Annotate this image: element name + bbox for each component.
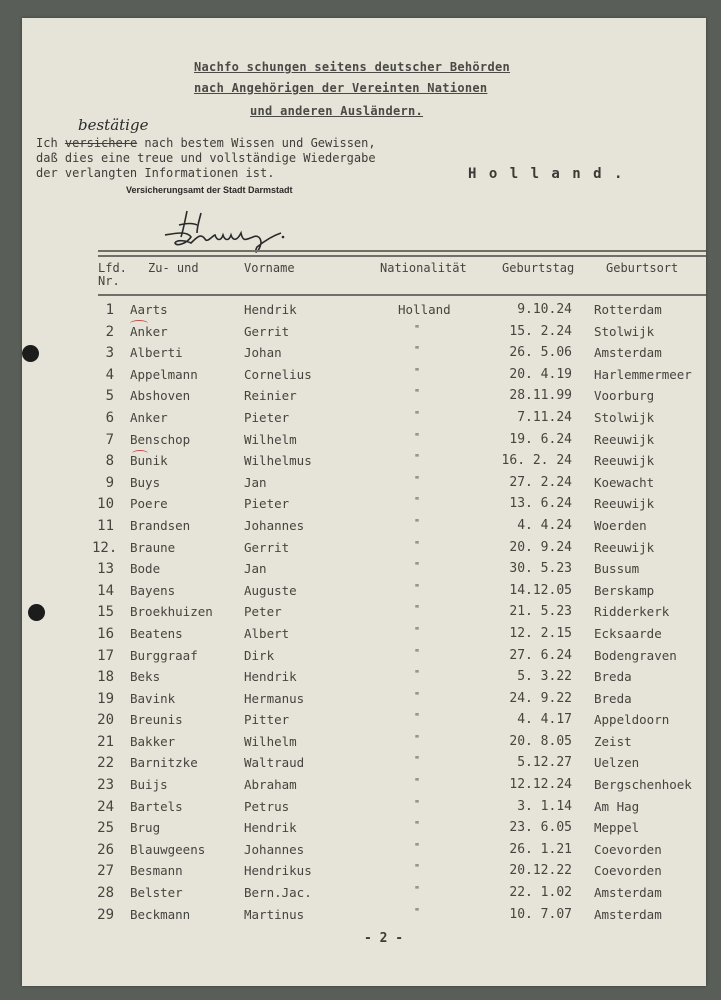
row-number: 22 — [97, 755, 114, 772]
row-surname: Breunis — [130, 712, 183, 728]
row-firstname: Johannes — [244, 841, 305, 857]
declaration-line-1-rest: nach bestem Wissen und Gewissen, — [144, 136, 376, 150]
table-top-rule — [98, 250, 706, 252]
row-birthdate: 26. 1.21 — [509, 841, 572, 857]
row-firstname: Wilhelm — [244, 431, 297, 447]
row-birthdate: 20. 9.24 — [509, 539, 572, 555]
row-firstname: Dirk — [244, 647, 275, 663]
table-row — [22, 432, 706, 454]
row-firstname: Johannes — [244, 517, 305, 533]
table-row — [22, 734, 706, 756]
row-birthdate: 5. 3.22 — [517, 669, 572, 685]
row-surname: Brug — [130, 820, 161, 836]
row-surname: Buijs — [130, 777, 168, 793]
col-header-birthdate: Geburtstag — [502, 261, 575, 275]
row-birthdate: 15. 2.24 — [509, 323, 572, 339]
row-birthdate: 7.11.24 — [517, 409, 572, 425]
row-nationality: " — [414, 561, 421, 573]
row-nationality: " — [414, 841, 421, 853]
row-birthplace: Rotterdam — [594, 302, 662, 317]
row-nationality: " — [414, 366, 421, 378]
declaration-line-1 — [36, 136, 376, 150]
row-nationality: " — [414, 712, 421, 724]
row-firstname: Hendrik — [244, 302, 297, 317]
row-birthplace: Reeuwijk — [594, 431, 655, 447]
row-birthplace: Reeuwijk — [594, 539, 655, 555]
row-surname: Blauwgeens — [130, 841, 206, 857]
row-firstname: Gerrit — [244, 539, 290, 555]
table-row — [22, 669, 706, 691]
row-number: 3 — [105, 345, 114, 362]
handwritten-correction: bestätige — [78, 116, 149, 134]
row-nationality: " — [414, 777, 421, 789]
row-firstname: Auguste — [244, 582, 297, 598]
row-birthdate: 19. 6.24 — [509, 431, 572, 447]
row-number: 18 — [97, 669, 114, 686]
row-nationality: " — [414, 669, 421, 681]
row-number: 23 — [97, 777, 114, 794]
declaration-ich: Ich — [36, 136, 58, 150]
row-firstname: Hermanus — [244, 690, 305, 706]
declaration-line-2: daß dies eine treue und vollständige Wiedergabe — [36, 151, 376, 165]
col-header-birthplace: Geburtsort — [606, 261, 679, 275]
table-row — [22, 907, 706, 929]
row-nationality: " — [414, 798, 421, 810]
row-firstname: Hendrikus — [244, 863, 312, 879]
red-underline-mark — [130, 320, 148, 327]
row-number: 26 — [97, 841, 114, 858]
row-surname: Bayens — [130, 582, 176, 598]
row-birthplace: Stolwijk — [594, 409, 655, 425]
red-underline-mark-2 — [132, 450, 148, 457]
row-firstname: Bern.Jac. — [244, 885, 312, 901]
row-firstname: Martinus — [244, 906, 305, 922]
row-firstname: Jan — [244, 474, 267, 490]
row-number: 19 — [97, 690, 114, 707]
table-row — [22, 345, 706, 367]
row-surname: Alberti — [130, 345, 183, 361]
row-birthdate: 23. 6.05 — [509, 820, 572, 836]
row-birthdate: 5.12.27 — [517, 755, 572, 771]
row-birthdate: 24. 9.22 — [509, 690, 572, 706]
col-header-first: Vorname — [244, 261, 295, 275]
row-surname: Bunik — [130, 453, 168, 469]
row-birthdate: 13. 6.24 — [509, 496, 572, 512]
row-birthplace: Ridderkerk — [594, 604, 670, 620]
row-firstname: Wilhelm — [244, 733, 297, 749]
row-nationality: " — [414, 647, 421, 659]
row-birthplace: Harlemmermeer — [594, 366, 692, 382]
row-birthdate: 20. 8.05 — [509, 733, 572, 749]
row-number: 14 — [97, 582, 114, 599]
row-birthplace: Zeist — [594, 733, 632, 749]
declaration-struck-word: versichere — [64, 136, 138, 150]
row-nationality: " — [414, 409, 421, 421]
row-birthplace: Reeuwijk — [594, 496, 655, 512]
row-nationality: " — [414, 345, 421, 357]
row-number: 2 — [105, 323, 114, 340]
table-row — [22, 777, 706, 799]
row-birthdate: 28.11.99 — [509, 388, 572, 404]
row-number: 20 — [97, 712, 114, 729]
row-birthplace: Woerden — [594, 517, 647, 533]
row-birthplace: Berskamp — [594, 582, 655, 598]
row-number: 4 — [105, 366, 114, 383]
row-birthdate: 30. 5.23 — [509, 561, 572, 577]
row-number: 9 — [105, 474, 114, 491]
row-birthdate: 22. 1.02 — [509, 885, 572, 901]
row-nationality: " — [414, 496, 421, 508]
row-firstname: Gerrit — [244, 323, 290, 339]
row-number: 29 — [97, 906, 114, 923]
table-row — [22, 863, 706, 885]
row-birthdate: 16. 2. 24 — [501, 453, 572, 469]
table-row — [22, 302, 706, 324]
row-birthplace: Coevorden — [594, 841, 662, 857]
row-firstname: Johan — [244, 345, 282, 361]
row-firstname: Reinier — [244, 388, 297, 404]
table-row — [22, 712, 706, 734]
row-surname: Appelmann — [130, 366, 198, 382]
row-number: 10 — [97, 496, 114, 513]
row-surname: Belster — [130, 885, 183, 901]
row-surname: Aarts — [130, 302, 168, 317]
row-birthplace: Breda — [594, 690, 632, 706]
row-number: 5 — [105, 388, 114, 405]
row-firstname: Cornelius — [244, 366, 312, 382]
row-surname: Bode — [130, 561, 161, 577]
row-firstname: Pitter — [244, 712, 290, 728]
table-row — [22, 604, 706, 626]
row-surname: Abshoven — [130, 388, 191, 404]
table-row — [22, 820, 706, 842]
row-firstname: Albert — [244, 625, 290, 641]
row-birthdate: 12. 2.15 — [509, 625, 572, 641]
row-birthplace: Amsterdam — [594, 885, 662, 901]
row-birthplace: Bussum — [594, 561, 640, 577]
row-number: 6 — [105, 409, 114, 426]
table-row — [22, 453, 706, 475]
row-number: 28 — [97, 885, 114, 902]
row-number: 17 — [97, 647, 114, 664]
row-nationality: " — [414, 453, 421, 465]
row-surname: Broekhuizen — [130, 604, 213, 620]
row-nationality: " — [414, 604, 421, 616]
row-birthdate: 21. 5.23 — [509, 604, 572, 620]
table-body — [22, 302, 706, 928]
row-birthdate: 27. 6.24 — [509, 647, 572, 663]
row-birthplace: Voorburg — [594, 388, 655, 404]
table-row — [22, 755, 706, 777]
title-line-1: Nachfo schungen seitens deutscher Behörden — [194, 60, 511, 74]
row-birthdate: 3. 1.14 — [517, 798, 572, 814]
row-number: 7 — [105, 431, 114, 448]
table-row — [22, 496, 706, 518]
row-firstname: Petrus — [244, 798, 290, 814]
page-number: - 2 - — [364, 931, 404, 946]
row-birthdate: 27. 2.24 — [509, 474, 572, 490]
row-birthdate: 20.12.22 — [509, 863, 572, 879]
row-surname: Besmann — [130, 863, 183, 879]
row-birthplace: Bodengraven — [594, 647, 677, 663]
table-row — [22, 475, 706, 497]
row-birthplace: Breda — [594, 669, 632, 685]
declaration-line-3: der verlangten Informationen ist. — [36, 166, 275, 180]
row-birthplace: Am Hag — [594, 798, 640, 814]
row-firstname: Abraham — [244, 777, 297, 793]
office-stamp: Versicherungsamt der Stadt Darmstadt — [126, 185, 293, 195]
row-nationality: " — [414, 863, 421, 875]
table-top-rule-2 — [98, 255, 706, 257]
row-number: 13 — [97, 561, 114, 578]
row-nationality: " — [414, 820, 421, 832]
row-number: 1 — [105, 302, 114, 318]
table-row — [22, 626, 706, 648]
row-surname: Poere — [130, 496, 168, 512]
row-firstname: Hendrik — [244, 820, 297, 836]
row-birthdate: 4. 4.24 — [517, 517, 572, 533]
col-header-name: Zu- und — [148, 261, 199, 275]
row-number: 16 — [97, 625, 114, 642]
row-firstname: Pieter — [244, 496, 290, 512]
row-number: 8 — [105, 453, 114, 470]
row-surname: Brandsen — [130, 517, 191, 533]
title-line-2: nach Angehörigen der Vereinten Nationen — [194, 81, 488, 95]
row-birthdate: 10. 7.07 — [509, 906, 572, 922]
col-header-nr: Lfd. — [98, 261, 127, 275]
row-number: 25 — [97, 820, 114, 837]
row-birthplace: Koewacht — [594, 474, 655, 490]
row-number: 12. — [92, 539, 118, 556]
row-birthdate: 20. 4.19 — [509, 366, 572, 382]
row-birthdate: 26. 5.06 — [509, 345, 572, 361]
row-nationality: " — [414, 474, 421, 486]
table-row — [22, 367, 706, 389]
row-firstname: Hendrik — [244, 669, 297, 685]
row-surname: Bartels — [130, 798, 183, 814]
title-line-3: und anderen Ausländern. — [250, 104, 424, 118]
row-number: 15 — [97, 604, 114, 621]
row-nationality: " — [414, 690, 421, 702]
country-label: H o l l a n d . — [468, 166, 625, 182]
table-row — [22, 842, 706, 864]
table-row — [22, 561, 706, 583]
row-nationality: " — [414, 388, 421, 400]
row-firstname: Waltraud — [244, 755, 305, 771]
row-nationality: " — [414, 323, 421, 335]
row-firstname: Wilhelmus — [244, 453, 312, 469]
row-nationality: " — [414, 431, 421, 443]
row-birthplace: Meppel — [594, 820, 640, 836]
row-surname: Anker — [130, 409, 168, 425]
table-row — [22, 518, 706, 540]
row-surname: Barnitzke — [130, 755, 198, 771]
row-birthplace: Bergschenhoek — [594, 777, 692, 793]
row-number: 21 — [97, 733, 114, 750]
row-firstname: Jan — [244, 561, 267, 577]
row-surname: Braune — [130, 539, 176, 555]
row-surname: Burggraaf — [130, 647, 198, 663]
row-surname: Beckmann — [130, 906, 191, 922]
row-nationality: Holland — [398, 302, 451, 317]
table-header-rule — [98, 294, 706, 296]
row-surname: Beatens — [130, 625, 183, 641]
table-row — [22, 540, 706, 562]
row-nationality: " — [414, 755, 421, 767]
row-surname: Anker — [130, 323, 168, 339]
table-row — [22, 648, 706, 670]
col-header-nr-2: Nr. — [98, 274, 120, 288]
row-birthplace: Amsterdam — [594, 345, 662, 361]
row-birthplace: Uelzen — [594, 755, 640, 771]
row-birthdate: 9.10.24 — [517, 302, 572, 317]
row-number: 27 — [97, 863, 114, 880]
row-nationality: " — [414, 517, 421, 529]
table-row — [22, 410, 706, 432]
row-birthplace: Appeldoorn — [594, 712, 670, 728]
row-nationality: " — [414, 539, 421, 551]
punch-hole — [28, 604, 45, 621]
punch-hole — [22, 345, 39, 362]
row-birthplace: Ecksaarde — [594, 625, 662, 641]
table-row — [22, 324, 706, 346]
row-nationality: " — [414, 625, 421, 637]
row-surname: Bavink — [130, 690, 176, 706]
row-birthdate: 4. 4.17 — [517, 712, 572, 728]
table-row — [22, 799, 706, 821]
row-nationality: " — [414, 582, 421, 594]
col-header-nationality: Nationalität — [380, 261, 467, 275]
row-birthplace: Amsterdam — [594, 906, 662, 922]
row-number: 24 — [97, 798, 114, 815]
row-birthplace: Coevorden — [594, 863, 662, 879]
row-birthplace: Stolwijk — [594, 323, 655, 339]
row-nationality: " — [414, 906, 421, 918]
row-nationality: " — [414, 733, 421, 745]
row-birthdate: 14.12.05 — [509, 582, 572, 598]
row-surname: Bakker — [130, 733, 176, 749]
table-row — [22, 388, 706, 410]
table-row — [22, 691, 706, 713]
table-row — [22, 885, 706, 907]
row-firstname: Peter — [244, 604, 282, 620]
row-surname: Benschop — [130, 431, 191, 447]
row-number: 11 — [97, 517, 114, 534]
row-birthplace: Reeuwijk — [594, 453, 655, 469]
row-nationality: " — [414, 885, 421, 897]
row-birthdate: 12.12.24 — [509, 777, 572, 793]
row-surname: Buys — [130, 474, 161, 490]
document-page — [22, 18, 706, 986]
row-firstname: Pieter — [244, 409, 290, 425]
row-surname: Beks — [130, 669, 161, 685]
table-row — [22, 583, 706, 605]
